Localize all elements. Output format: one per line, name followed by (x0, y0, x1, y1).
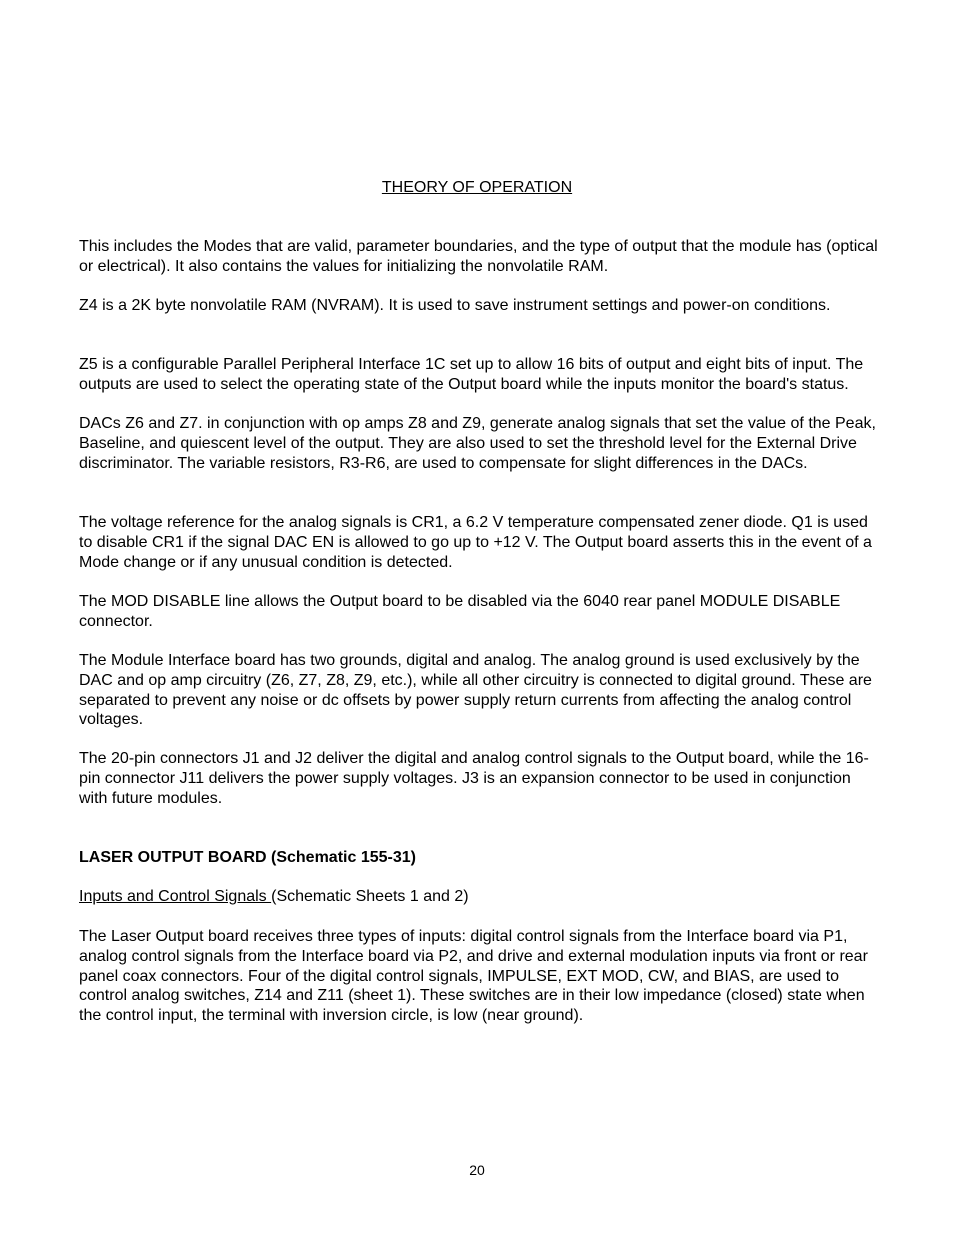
page-title: THEORY OF OPERATION (381, 179, 573, 196)
paragraph-intro: This includes the Modes that are valid, parameter boundaries, and the type of output that the module has (optical or electrical). It also contains the values for initializing the nonvolatile RAM. (79, 238, 878, 275)
paragraph-laser-inputs: The Laser Output board receives three types of inputs: digital control signals from the Interface board via P1, analog control signals from the Interface board via P2, and drive and external modulation inputs via front or rear panel coax connectors. Four of the digital control signals, IMPULSE, EXT MOD, CW, and BIAS, are used to control analog switches, Z14 and Z11 (sheet 1). These switches are in their low impedance (closed) state when the control input, the terminal with inversion circle, is low (near ground). (79, 928, 868, 1025)
subsection-title: Inputs and Control Signals (79, 888, 272, 905)
subsection-heading (79, 887, 879, 907)
paragraph-z5: Z5 is a configurable Parallel Peripheral Interface 1C set up to allow 16 bits of output and eight bits of input. The outputs are used to select the operating state of the Output board while the inputs monitor the board's status. (79, 356, 864, 393)
paragraph-connectors: The 20-pin connectors J1 and J2 deliver the digital and analog control signals to the Output board, while the 16-pin connector J11 delivers the power supply voltages. J3 is an expansion connector to be used in conjunction with future modules. (79, 750, 869, 807)
paragraph-voltage-reference: The voltage reference for the analog signals is CR1, a 6.2 V temperature compensated zener diode. Q1 is used to disable CR1 if the signal DAC EN is allowed to go up to +12 V. The Output board asserts this in the event of a Mode change or if any unusual condition is detected. (79, 514, 872, 571)
page-number: 20 (469, 1162, 485, 1178)
section-heading: LASER OUTPUT BOARD (Schematic 155-31) (79, 849, 416, 866)
paragraph-mod-disable: The MOD DISABLE line allows the Output board to be disabled via the 6040 rear panel MODULE DISABLE connector. (79, 593, 841, 630)
paragraph-dacs: DACs Z6 and Z7. in conjunction with op amps Z8 and Z9, generate analog signals that set the value of the Peak, Baseline, and quiescent level of the output. They are also used to set the threshold level for the External Drive discriminator. The variable resistors, R3-R6, are used to compensate for slight differences in the DACs. (79, 415, 876, 472)
paragraph-z4: Z4 is a 2K byte nonvolatile RAM (NVRAM). It is used to save instrument settings and power-on conditions. (79, 297, 831, 314)
paragraph-grounds: The Module Interface board has two grounds, digital and analog. The analog ground is used exclusively by the DAC and op amp circuitry (Z6, Z7, Z8, Z9, etc.), while all other circuitry is connected to digital ground. These are separated to prevent any noise or dc offsets by power supply return currents from affecting the analog control voltages. (79, 652, 872, 729)
subsection-note: (Schematic Sheets 1 and 2) (271, 888, 469, 905)
